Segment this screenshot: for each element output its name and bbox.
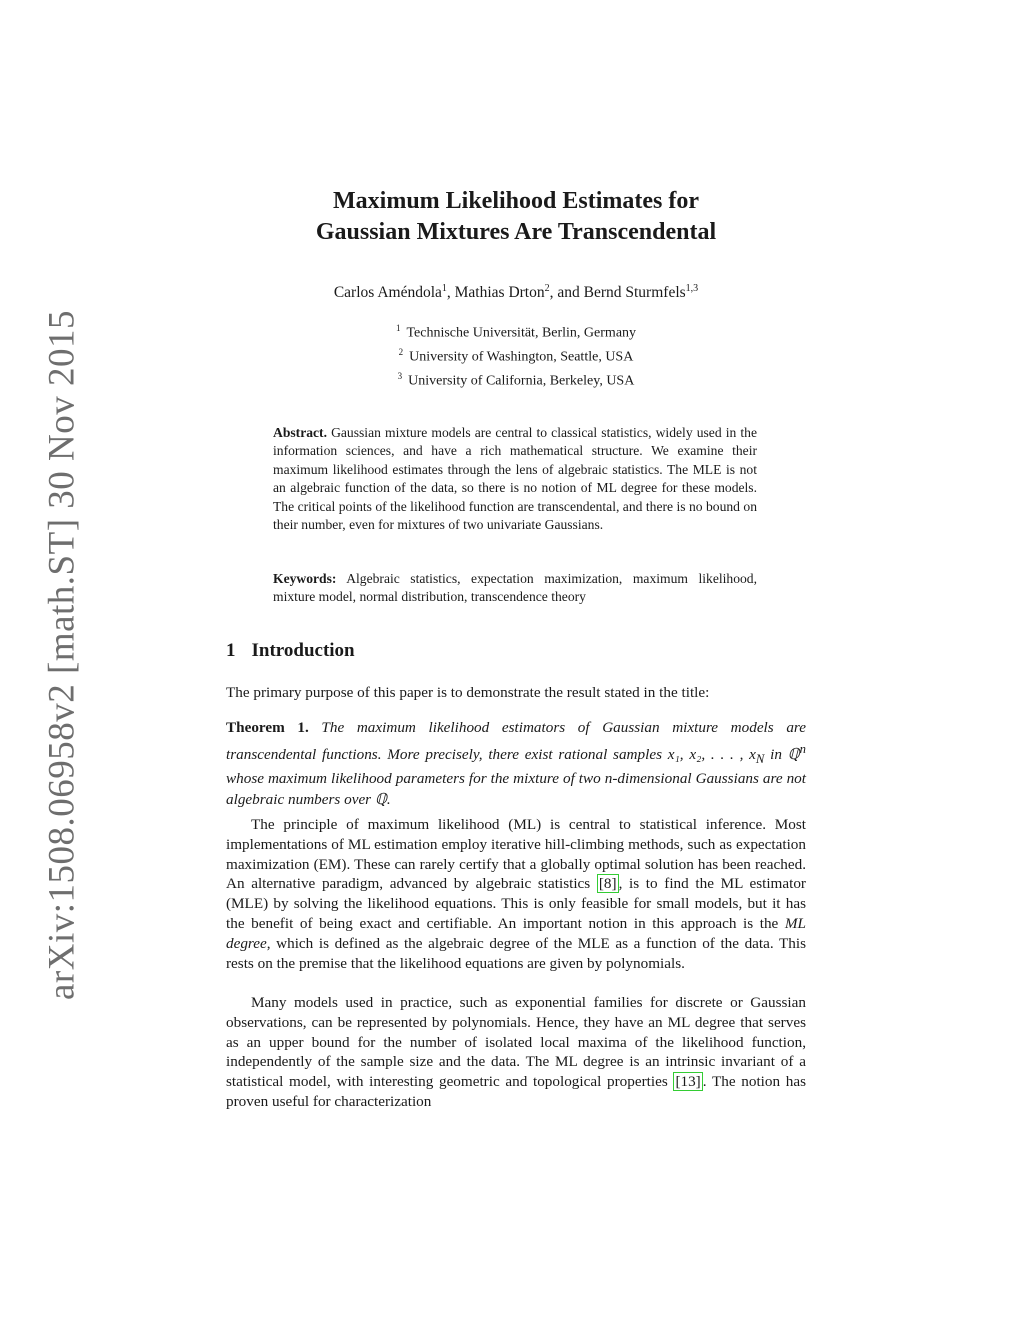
- section-heading-introduction: [226, 640, 355, 662]
- theorem-label: Theorem 1.: [226, 719, 309, 736]
- keywords: [273, 570, 757, 607]
- author-name: Carlos Améndola: [333, 284, 442, 302]
- theorem-math-sup: n: [799, 741, 806, 756]
- section-title: Introduction: [251, 640, 355, 661]
- author-list: Carlos Améndola$^1$, Mathias Drton$^2$, and Bernd Sturmfels$^{1,3}$: [333, 283, 699, 302]
- affiliation-number: 2: [398, 347, 404, 358]
- title-line-1: Maximum Likelihood Estimates for: [333, 188, 699, 214]
- affiliation-text: Technische Universität, Berlin, Germany: [406, 325, 637, 341]
- author-affil-mark: 1,3: [685, 283, 699, 294]
- paper-title: [226, 186, 806, 248]
- title-line-2: Gaussian Mixtures Are Transcendental: [315, 219, 717, 245]
- affiliation-text: University of California, Berkeley, USA: [408, 373, 635, 389]
- keywords-label: Keywords:: [273, 571, 337, 586]
- paragraph-text: The principle of maximum likelihood (ML) is central to statistical inference. Most implementations of ML estimation employ iterative hill-climbing methods, such as expectation maximization (EM). These can rarely certify that a globally optimal solution has been reached. An alternative paradigm, advanced by algebraic statistics: [226, 816, 806, 893]
- affiliation-item: [226, 319, 806, 343]
- body-paragraph: [226, 993, 806, 1112]
- theorem-statement: [226, 719, 806, 808]
- affiliation-number: 1: [395, 323, 401, 333]
- emphasis-text: ML degree: [226, 914, 806, 952]
- theorem-math: x₁, x₂, . . . , x: [667, 745, 756, 763]
- abstract-label: Abstract.: [273, 425, 327, 440]
- paragraph-text: , which is defined as the algebraic degree of the MLE as a function of the data. This rests on the premise that the likelihood equations are given by polynomials.: [226, 934, 806, 972]
- abstract-text: Gaussian mixture models are central to classical statistics, widely used in the information sciences, and have a rich mathematical structure. We examine their maximum likelihood estimates through the lens of algebraic statistics. The MLE is not an algebraic function of the data, so there is no notion of ML degree for these models. The critical points of the likelihood function are transcendental, and there is no bound on their number, even for mixtures of two univariate Gaussians.: [273, 425, 757, 533]
- paragraph-text: . The notion has proven useful for characterization: [226, 1073, 807, 1110]
- author-name: Mathias Drton: [454, 284, 545, 302]
- arxiv-identifier: arXiv:1508.06958v2 [math.ST] 30 Nov 2015: [41, 309, 83, 1001]
- theorem-text: The maximum likelihood estimators of Gaussian mixture models are transcendental functions. More precisely, there exist rational samples: [226, 719, 806, 763]
- theorem-math-sub: N: [755, 751, 765, 766]
- section-number: 1: [226, 640, 236, 661]
- author-name: and Bernd Sturmfels: [557, 284, 686, 302]
- paragraph-text: Many models used in practice, such as exponential families for discrete or Gaussian observations, can be represented by polynomials. Hence, they have an ML degree that serves as an upper bound for the number of isolated local maxima of the likelihood function, independently of the sample size and the data. The ML degree is an intrinsic invariant of a statistical model, with interesting geometric and topological properties: [226, 994, 806, 1091]
- body-paragraph: [226, 815, 806, 973]
- author-affil-mark: 2: [544, 283, 550, 294]
- intro-sentence: The primary purpose of this paper is to demonstrate the result stated in the title:: [226, 684, 710, 701]
- paragraph-text: , is to find the ML estimator (MLE) by solving the likelihood equations. This is only feasible for small models, but it has the benefit of being exact and certifiable. An important notion in this approach is the: [226, 875, 806, 932]
- affiliation-text: University of Washington, Seattle, USA: [409, 349, 634, 365]
- affiliation-item: [226, 343, 806, 367]
- affiliation-number: 3: [397, 371, 403, 382]
- affiliation-item: [226, 367, 806, 391]
- theorem-math: in ℚ: [764, 745, 800, 763]
- citation-link[interactable]: [8]: [598, 875, 617, 893]
- abstract: [273, 424, 757, 534]
- author-affil-mark: 1: [441, 283, 447, 294]
- theorem-text: whose maximum likelihood parameters for the mixture of two n-dimensional Gaussians are not algebraic numbers over ℚ.: [226, 770, 806, 808]
- citation-link[interactable]: [13]: [675, 1073, 701, 1091]
- theorem-1: [226, 718, 806, 810]
- affiliation-list: [226, 319, 806, 391]
- keywords-text: Algebraic statistics, expectation maximization, maximum likelihood, mixture model, normal distribution, transcendence theory: [273, 571, 757, 605]
